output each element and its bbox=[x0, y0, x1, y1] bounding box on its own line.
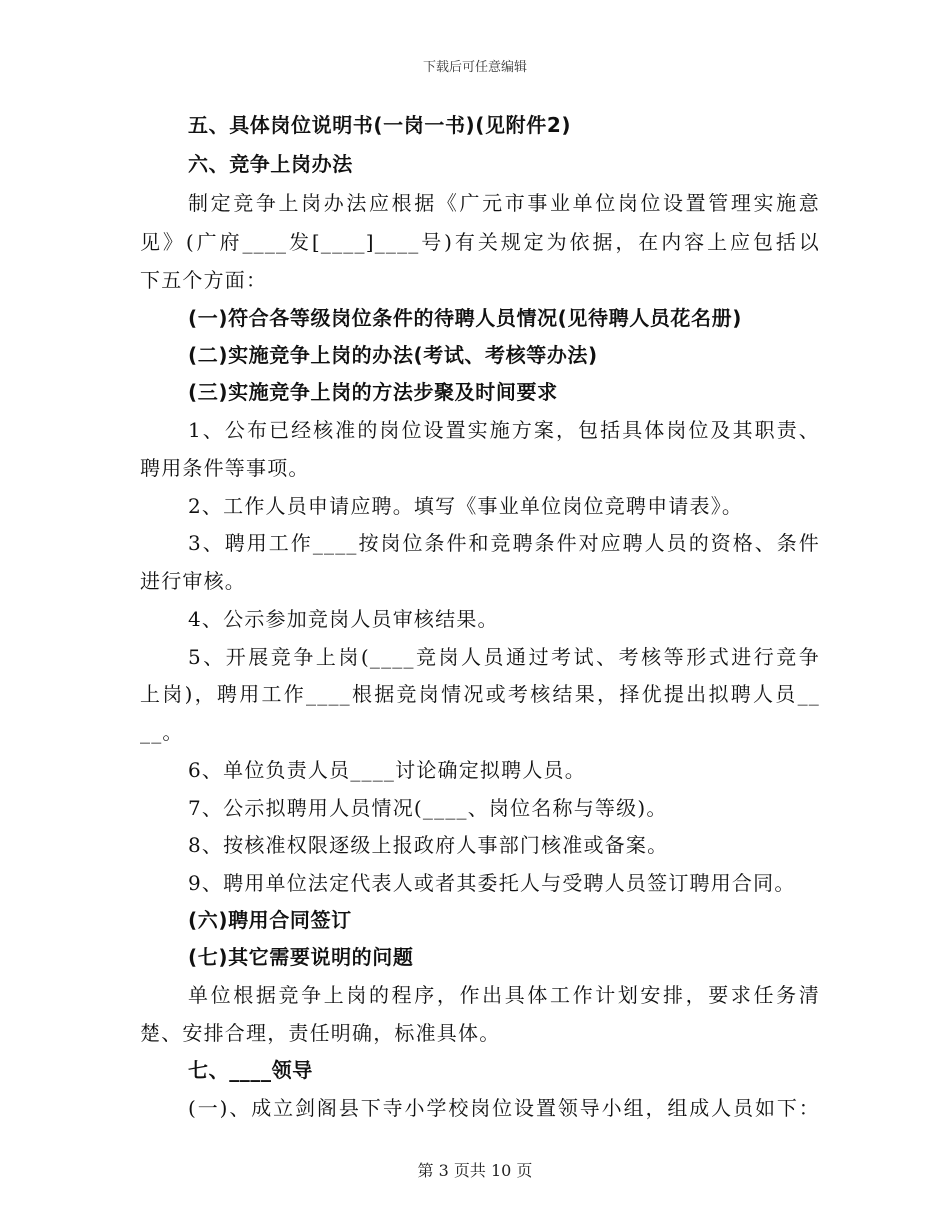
subsection-heading: (三)实施竞争上岗的方法步聚及时间要求 bbox=[188, 380, 558, 404]
subsection-heading: (二)实施竞争上岗的办法(考试、考核等办法) bbox=[188, 343, 598, 367]
list-item-line: 进行审核。 bbox=[140, 569, 246, 593]
list-item-line: 上岗)，聘用工作____根据竞岗情况或考核结果，择优提出拟聘人员__ bbox=[140, 682, 820, 706]
subsection-heading: (一)符合各等级岗位条件的待聘人员情况(见待聘人员花名册) bbox=[188, 306, 742, 330]
list-item-line: 7、公示拟聘用人员情况(____、岗位名称与等级)。 bbox=[188, 796, 668, 820]
section-5-heading: 五、具体岗位说明书(一岗一书)(见附件2) bbox=[188, 113, 572, 137]
paragraph-line: 下五个方面： bbox=[140, 268, 268, 292]
paragraph-line: 见》(广府____发[____]____号)有关规定为依据，在内容上应包括以 bbox=[140, 230, 820, 254]
list-item-line: __。 bbox=[140, 720, 184, 744]
list-item-line: 1、公布已经核准的岗位设置实施方案，包括具体岗位及其职责、 bbox=[188, 418, 820, 442]
section-6-heading: 六、竞争上岗办法 bbox=[188, 152, 353, 176]
list-item-line: 8、按核准权限逐级上报政府人事部门核准或备案。 bbox=[188, 833, 669, 857]
list-item-line: 2、工作人员申请应聘。填写《事业单位岗位竞聘申请表》。 bbox=[188, 494, 744, 518]
list-item-line: 4、公示参加竞岗人员审核结果。 bbox=[188, 607, 499, 631]
list-item-line: 6、单位负责人员____讨论确定拟聘人员。 bbox=[188, 758, 586, 782]
section-7-heading: 七、____领导 bbox=[188, 1058, 313, 1082]
list-item-line: 3、聘用工作____按岗位条件和竞聘条件对应聘人员的资格、条件 bbox=[188, 531, 820, 555]
subsection-heading: (七)其它需要说明的问题 bbox=[188, 945, 414, 969]
paragraph-line: 楚、安排合理，责任明确，标准具体。 bbox=[140, 1021, 501, 1045]
paragraph-line: 制定竞争上岗办法应根据《广元市事业单位岗位设置管理实施意 bbox=[188, 191, 820, 215]
paragraph-line: 单位根据竞争上岗的程序，作出具体工作计划安排，要求任务清 bbox=[188, 983, 820, 1007]
paragraph-line: (一)、成立剑阁县下寺小学校岗位设置领导小组，组成人员如下： bbox=[188, 1096, 820, 1120]
list-item-line: 9、聘用单位法定代表人或者其委托人与受聘人员签订聘用合同。 bbox=[188, 871, 796, 895]
list-item-line: 5、开展竞争上岗(____竞岗人员通过考试、考核等形式进行竞争 bbox=[188, 645, 820, 669]
list-item-line: 聘用条件等事项。 bbox=[140, 456, 310, 480]
subsection-heading: (六)聘用合同签订 bbox=[188, 908, 352, 932]
page-header: 下载后可任意编辑 bbox=[422, 60, 527, 75]
page-footer: 第 3 页共 10 页 bbox=[417, 1161, 533, 1180]
